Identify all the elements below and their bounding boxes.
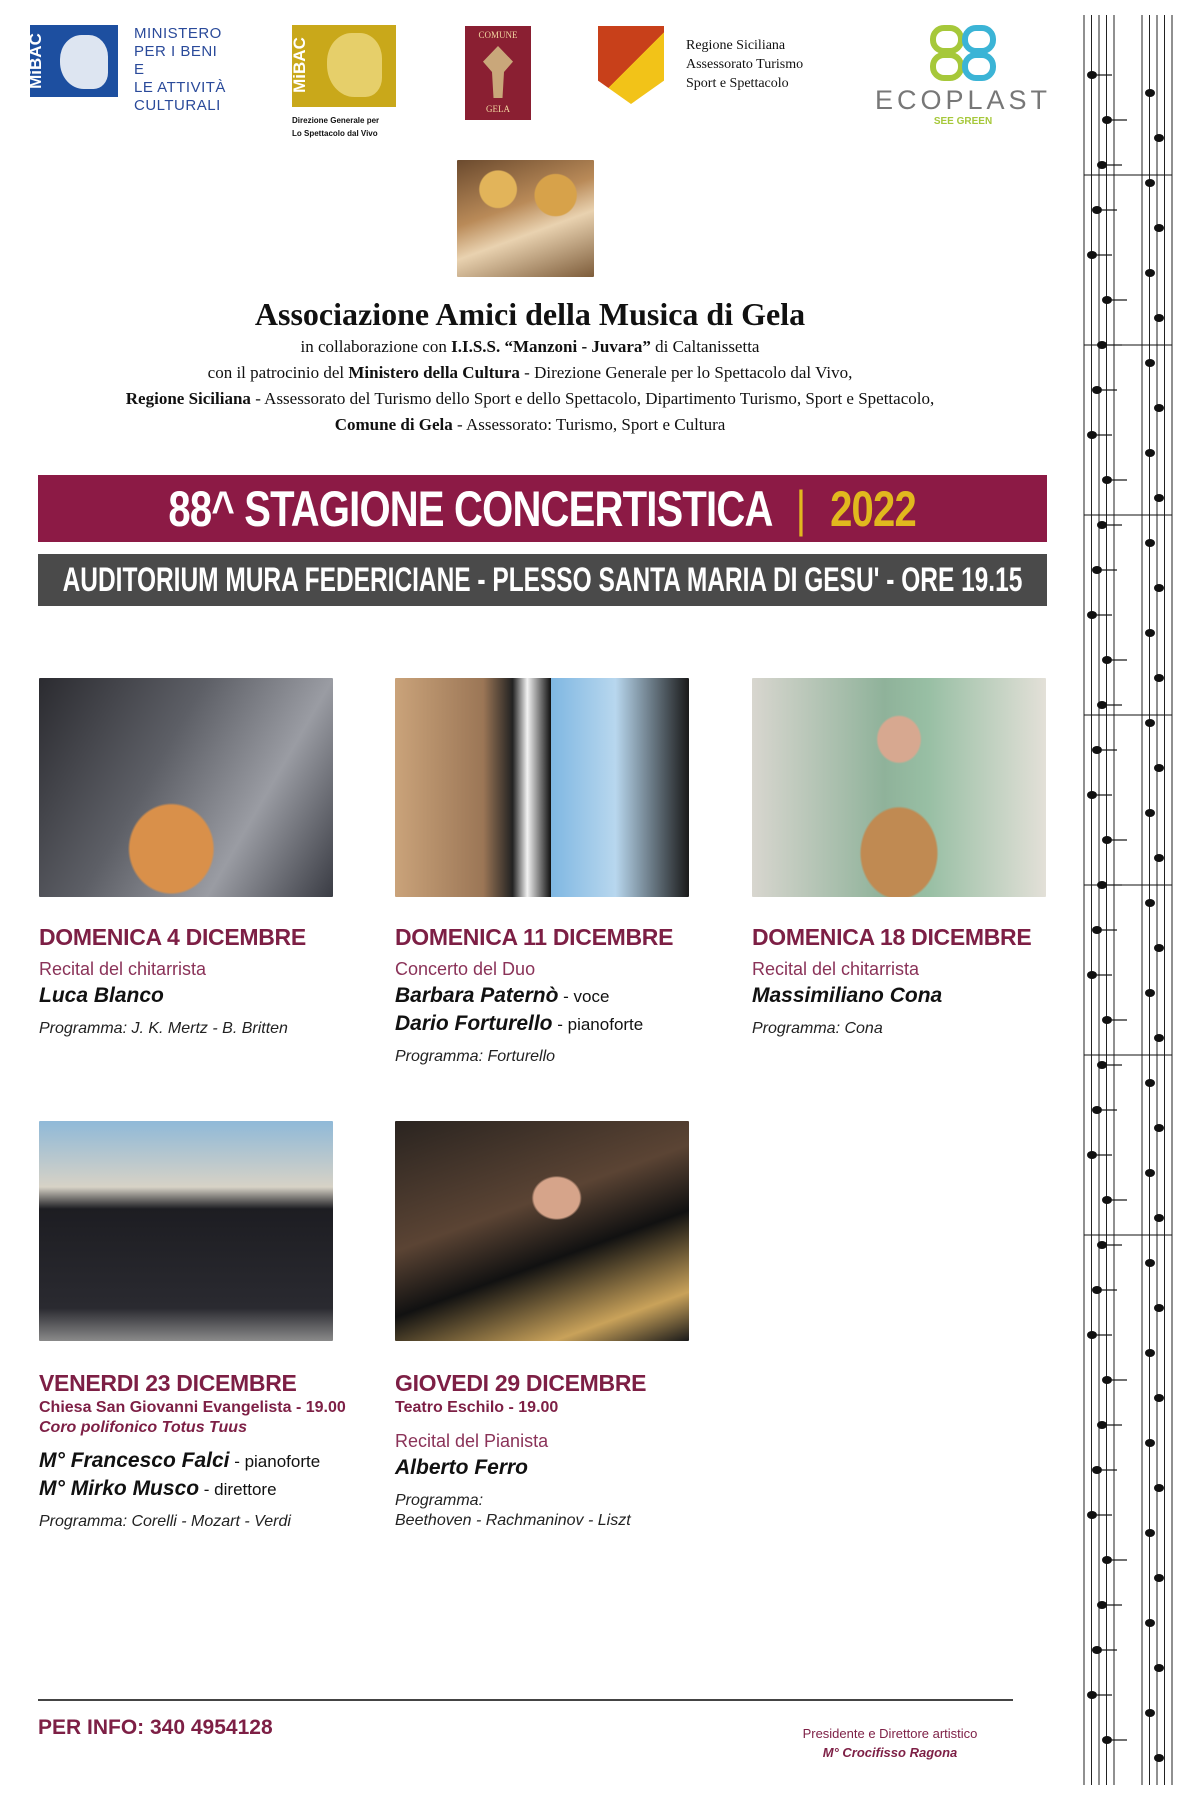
note-head (1092, 926, 1102, 934)
note-head (1154, 134, 1164, 142)
collaboration-line: in collaborazione con I.I.S.S. “Manzoni - Juvara” di Caltanissetta (300, 337, 760, 356)
note-head (1145, 359, 1155, 367)
note-head (1154, 1754, 1164, 1762)
note-head (1097, 1241, 1107, 1249)
note-head (1102, 836, 1112, 844)
event-card: GIOVEDI 29 DICEMBRE Teatro Eschilo - 19.00 Recital del Pianista Alberto Ferro Programma: Beethoven - Rachmaninov - Liszt (395, 1370, 725, 1530)
info-phone: PER INFO: 340 4954128 (38, 1716, 273, 1739)
comune-line: Comune di Gela - Assessorato: Turismo, Sport e Cultura (334, 415, 726, 434)
note-head (1145, 1529, 1155, 1537)
performer: M° Mirko Musco - direttore (39, 1477, 277, 1500)
logo-mibac: MiBAC MINISTERO PER I BENI E LE ATTIVITÀ CULTURALI (25, 25, 226, 114)
note-head (1092, 386, 1102, 394)
note-head (1087, 1511, 1097, 1519)
note-head (1102, 1016, 1112, 1024)
photo-luca-blanco (39, 678, 333, 897)
music-score-decoration (1052, 15, 1200, 1785)
note-head (1092, 1286, 1102, 1294)
note-head (1087, 971, 1097, 979)
note-head (1087, 1691, 1097, 1699)
note-head (1145, 629, 1155, 637)
note-head (1154, 1214, 1164, 1222)
note-head (1097, 161, 1107, 169)
note-head (1097, 521, 1107, 529)
note-head (1087, 1331, 1097, 1339)
note-head (1154, 314, 1164, 322)
note-head (1145, 1709, 1155, 1717)
note-head (1092, 1646, 1102, 1654)
performer: Barbara Paternò - voce (395, 984, 610, 1007)
note-head (1154, 1484, 1164, 1492)
photo-duo (395, 678, 689, 897)
note-head (1145, 989, 1155, 997)
footer-divider (38, 1699, 1013, 1701)
note-head (1087, 1151, 1097, 1159)
association-title: Associazione Amici della Musica di Gela (254, 296, 806, 332)
note-head (1154, 854, 1164, 862)
note-head (1145, 539, 1155, 547)
season-banner: 88^ STAGIONE CONCERTISTICA | 2022 (38, 475, 1047, 542)
performer: Alberto Ferro (395, 1456, 529, 1479)
note-head (1145, 899, 1155, 907)
note-head (1087, 431, 1097, 439)
event-card: DOMENICA 11 DICEMBRE Concerto del Duo Barbara Paternò - voce Dario Forturello - pianoforte Programma: Forturello (395, 924, 725, 1066)
angel-musician-painting (457, 160, 594, 277)
note-head (1154, 1394, 1164, 1402)
note-head (1102, 1196, 1112, 1204)
note-head (1145, 1169, 1155, 1177)
season-year: 2022 (830, 480, 917, 537)
note-head (1092, 566, 1102, 574)
event-card: VENERDI 23 DICEMBRE Chiesa San Giovanni Evangelista - 19.00 Coro polifonico Totus Tuus M° Francesco Falci - pianoforte M° Mirko Musco - direttore Programma: Corelli - Mozart - Verdi (39, 1370, 379, 1531)
note-head (1145, 1439, 1155, 1447)
note-head (1154, 1574, 1164, 1582)
note-head (1092, 206, 1102, 214)
note-head (1087, 611, 1097, 619)
note-head (1154, 404, 1164, 412)
logo-comune-gela: COMUNE GELA (465, 26, 531, 120)
photo-coro-totus-tuus (39, 1121, 333, 1341)
note-head (1092, 1466, 1102, 1474)
note-head (1145, 1079, 1155, 1087)
performer: Massimiliano Cona (752, 984, 943, 1007)
note-head (1145, 719, 1155, 727)
note-head (1097, 701, 1107, 709)
eagle-emblem-icon (483, 46, 513, 98)
trinacria-shield-icon (598, 26, 664, 104)
note-head (1102, 1556, 1112, 1564)
mibac-emblem: MiBAC (30, 25, 118, 97)
logo-ecoplast: ECOPLAST SEE GREEN (868, 25, 1058, 135)
season-title: 88^ STAGIONE CONCERTISTICA (168, 480, 772, 537)
note-head (1154, 1124, 1164, 1132)
note-head (1154, 584, 1164, 592)
note-head (1087, 71, 1097, 79)
mibac-dg-emblem: MiBAC (292, 25, 396, 107)
note-head (1145, 449, 1155, 457)
note-head (1154, 764, 1164, 772)
logo-mibac-dg: MiBAC Direzione Generale per Lo Spettacolo dal Vivo (292, 25, 402, 140)
patronage-line: con il patrocinio del Ministero della Cultura - Direzione Generale per lo Spettacolo dal Vivo, (207, 363, 853, 382)
header (0, 294, 1060, 438)
note-head (1145, 269, 1155, 277)
note-head (1087, 251, 1097, 259)
location-banner: AUDITORIUM MURA FEDERICIANE - PLESSO SANTA MARIA DI GESU' - ORE 19.15 (38, 554, 1047, 606)
performer: M° Francesco Falci - pianoforte (39, 1449, 321, 1472)
note-head (1102, 1736, 1112, 1744)
note-head (1145, 89, 1155, 97)
event-card: DOMENICA 18 DICEMBRE Recital del chitarrista Massimiliano Cona Programma: Cona (752, 924, 1052, 1038)
note-head (1102, 296, 1112, 304)
note-head (1102, 476, 1112, 484)
ecoplast-symbol-icon (930, 25, 996, 83)
note-head (1145, 179, 1155, 187)
note-head (1154, 224, 1164, 232)
signature: Presidente e Direttore artistico M° Crocifisso Ragona (802, 1726, 978, 1760)
note-head (1154, 674, 1164, 682)
performer: Dario Forturello - pianoforte (395, 1012, 644, 1035)
note-head (1154, 494, 1164, 502)
note-head (1154, 1034, 1164, 1042)
note-head (1087, 791, 1097, 799)
photo-alberto-ferro (395, 1121, 689, 1341)
performer: Luca Blanco (39, 984, 164, 1007)
logo-regione-siciliana: Regione Siciliana Assessorato Turismo Sport e Spettacolo (598, 26, 838, 106)
note-head (1154, 944, 1164, 952)
note-head (1092, 1106, 1102, 1114)
regione-line: Regione Siciliana - Assessorato del Turismo dello Sport e dello Spettacolo, Dipartimento Turismo, Sport e Spettacolo, (125, 389, 935, 408)
photo-massimiliano-cona (752, 678, 1046, 897)
note-head (1092, 746, 1102, 754)
note-head (1097, 1601, 1107, 1609)
note-head (1145, 1349, 1155, 1357)
note-head (1102, 116, 1112, 124)
note-head (1102, 1376, 1112, 1384)
note-head (1154, 1304, 1164, 1312)
note-head (1154, 1664, 1164, 1672)
note-head (1097, 1421, 1107, 1429)
note-head (1145, 1259, 1155, 1267)
event-card: DOMENICA 4 DICEMBRE Recital del chitarrista Luca Blanco Programma: J. K. Mertz - B. Britten (39, 924, 369, 1038)
note-head (1097, 1061, 1107, 1069)
note-head (1145, 809, 1155, 817)
note-head (1145, 1619, 1155, 1627)
note-head (1102, 656, 1112, 664)
